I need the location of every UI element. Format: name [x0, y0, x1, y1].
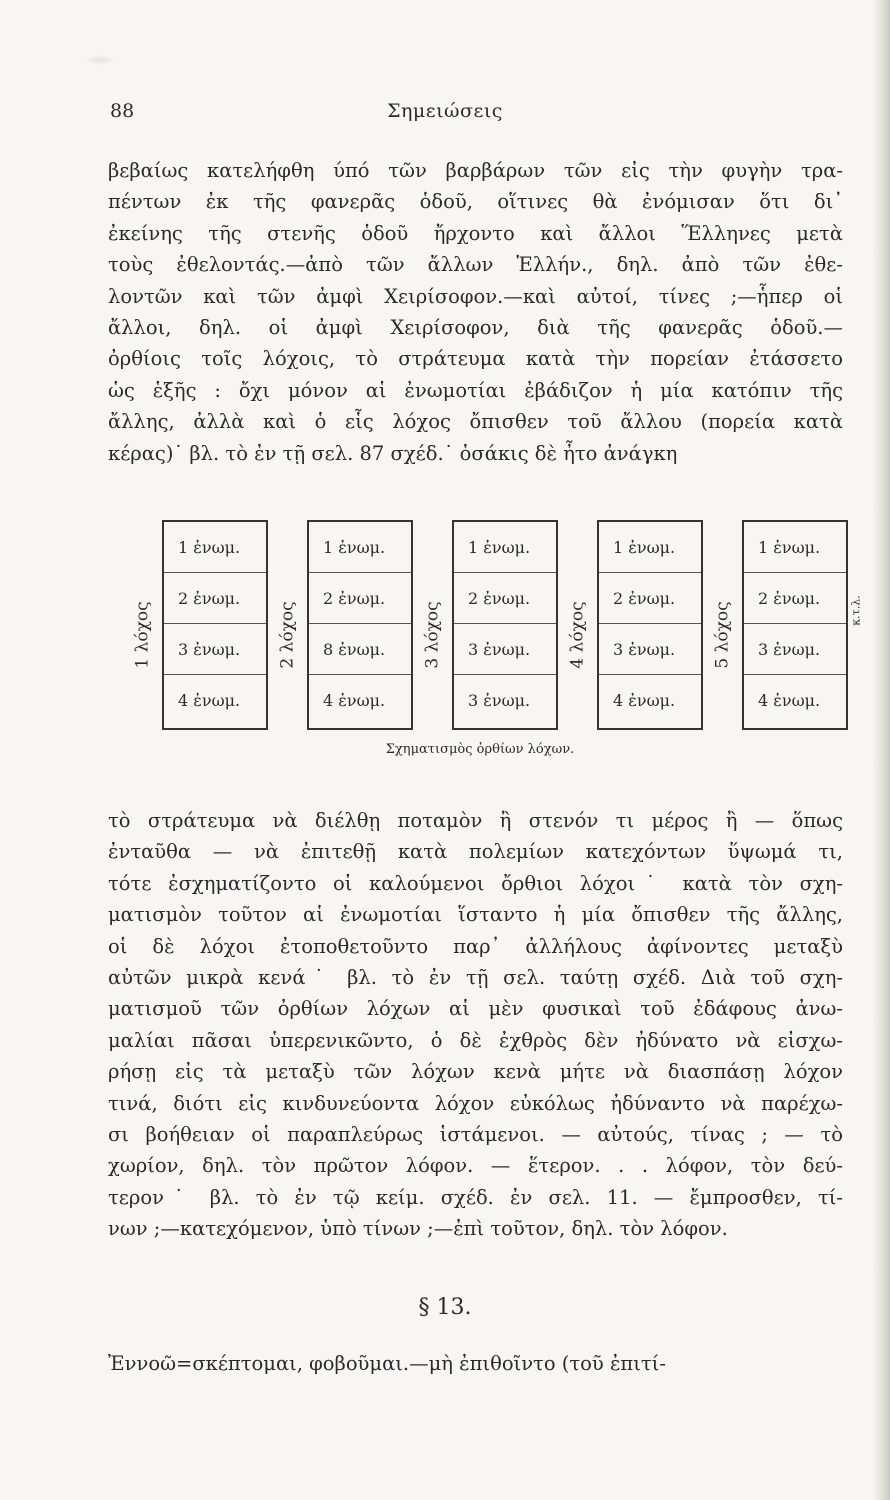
running-title: Σημειώσεις [387, 100, 503, 122]
lochos-box [742, 520, 848, 730]
paragraph-2 [108, 805, 843, 1244]
text-line: χωρίον, δηλ. τὸν πρῶτον λόφον. — ἕτερον. . . λόφον, τὸν δεύ- [108, 1154, 843, 1178]
text-line: ρήσῃ εἰς τὰ μεταξὺ τῶν λόχων κενὰ μήτε νὰ διασπάσῃ λόχον [108, 1060, 843, 1084]
enomotia-cell: 4 ἐνωμ. [613, 691, 676, 710]
enomotia-cell: 1 ἐνωμ. [164, 522, 266, 573]
page-edge [872, 0, 890, 1500]
text-line: αὐτῶν μικρὰ κενά˙ βλ. τὸ ἐν τῇ σελ. ταύτῃ σχέδ. Διὰ τοῦ σχη- [108, 965, 843, 989]
enomotia-cell: 3 ἐνωμ. [599, 624, 701, 675]
lochos-box [307, 520, 413, 730]
enomotia-cell: 2 ἐνωμ. [744, 573, 846, 624]
enomotia-cell: 4 ἐνωμ. [178, 691, 241, 710]
text-line: ματισμὸν τοῦτον αἱ ἐνωμοτίαι ἵσταντο ἡ μία ὄπισθεν τῆς ἄλλης, [108, 903, 843, 927]
enomotia-cell: 3 ἐνωμ. [468, 691, 531, 710]
text-line: ματισμοῦ τῶν ὀρθίων λόχων αἱ μὲν φυσικαὶ τοῦ ἐδάφους ἀνω- [108, 997, 843, 1021]
enomotia-cell: 8 ἐνωμ. [309, 624, 411, 675]
enomotia-cell: 1 ἐνωμ. [599, 522, 701, 573]
text-line: τερον˙ βλ. τὸ ἐν τῷ κείμ. σχέδ. ἐν σελ. 11. — ἔμπροσθεν, τί- [108, 1185, 843, 1209]
enomotia-cell: 2 ἐνωμ. [599, 573, 701, 624]
enomotia-cell: 4 ἐνωμ. [758, 691, 821, 710]
text-line: νων ;—κατεχόμενον, ὑπὸ τίνων ;—ἐπὶ τοῦτον, δηλ. τὸν λόφον. [108, 1217, 728, 1241]
paragraph-1 [108, 155, 843, 469]
enomotia-cell: 3 ἐνωμ. [164, 624, 266, 675]
text-line: τινά, διότι εἰς κινδυνεύοντα λόχον εὐκόλως ἠδύναντο νὰ παρέχω- [108, 1091, 843, 1115]
enomotia-cell: 4 ἐνωμ. [323, 691, 386, 710]
lochos-label [708, 560, 738, 710]
lochos-label-text: 5 λόχος [713, 601, 734, 669]
lochos-label [418, 560, 448, 710]
page-smudge [85, 55, 115, 65]
text-line: ἐνταῦθα — νὰ ἐπιτεθῇ κατὰ πολεμίων κατεχόντων ὕψωμά τι, [108, 840, 843, 864]
enomotia-cell: 2 ἐνωμ. [309, 573, 411, 624]
lochos-label-text: 2 λόχος [278, 601, 299, 669]
text-line: ἄλλης, ἀλλὰ καὶ ὁ εἷς λόχος ὄπισθεν τοῦ ἄλλου (πορεία κατὰ [108, 410, 843, 434]
lochos-box [162, 520, 268, 730]
text-line: οἱ δὲ λόχοι ἐτοποθετοῦντο παρ᾽ ἀλλήλους ἀφίνοντες μεταξὺ [108, 934, 843, 958]
text-line: ἐκείνης τῆς στενῆς ὁδοῦ ἤρχοντο καὶ ἄλλοι Ἕλληνες μετὰ [108, 221, 843, 245]
paragraph-3 [108, 1348, 843, 1379]
etc-label-text: κ.τ.λ. [849, 594, 863, 626]
enomotia-cell: 3 ἐνωμ. [744, 624, 846, 675]
text-line: μαλίαι πᾶσαι ὑπερενικῶντο, ὁ δὲ ἐχθρὸς δὲν ἠδύνατο νὰ εἰσχω- [108, 1028, 843, 1052]
enomotia-cell: 1 ἐνωμ. [309, 522, 411, 573]
text-line: τότε ἐσχηματίζοντο οἱ καλούμενοι ὄρθιοι λόχοι˙ κατὰ τὸν σχη- [108, 871, 843, 895]
enomotia-cell: 1 ἐνωμ. [454, 522, 556, 573]
lochos-label-text: 4 λόχος [568, 601, 589, 669]
text-line: τὸ στράτευμα νὰ διέλθῃ ποταμὸν ἢ στενόν τι μέρος ἢ — ὅπως [108, 809, 843, 832]
lochos-box [597, 520, 703, 730]
text-line: βεβαίως κατελήφθη ύπό τῶν βαρβάρων τῶν εἰς τὴν φυγὴν τρα- [108, 159, 843, 182]
text-line: τοὺς ἐθελοντάς.—ἀπὸ τῶν ἄλλων Ἑλλήν., δηλ. ἀπὸ τῶν ἐθε- [108, 253, 843, 277]
page-header [110, 100, 780, 130]
lochos-label [128, 560, 158, 710]
lochos-label-text: 3 λόχος [423, 601, 444, 669]
text-line: ὀρθίοις τοῖς λόχοις, τὸ στράτευμα κατὰ τὴν πορείαν ἐτάσσετο [108, 347, 843, 371]
text-line: ἄλλοι, δηλ. οἱ ἀμφὶ Χειρίσοφον, διὰ τῆς φανερᾶς ὁδοῦ.— [108, 315, 843, 339]
text-line: λοντῶν καὶ τῶν ἀμφὶ Χειρίσοφον.—καὶ αὐτοί, τίνες ;—ἧπερ οἱ [108, 284, 843, 308]
text-line: Ἐννοῶ=σκέπτομαι, φοβοῦμαι.—μὴ ἐπιθοῖντο (τοῦ ἐπιτί- [108, 1352, 666, 1375]
text-line: σι βοήθειαν οἱ παραπλεύρως ἱστάμενοι. — αὐτούς, τίνας ; — τὸ [108, 1122, 843, 1146]
text-line: πέντων ἐκ τῆς φανερᾶς ὁδοῦ, οἵτινες θὰ ἐνόμισαν ὅτι δι᾽ [108, 190, 843, 214]
enomotia-cell: 1 ἐνωμ. [744, 522, 846, 573]
text-line: κέρας)˙ βλ. τὸ ἐν τῇ σελ. 87 σχέδ.˙ ὁσάκις δὲ ἦτο ἀνάγκη [108, 441, 678, 465]
lochos-label [563, 560, 593, 710]
enomotia-cell: 2 ἐνωμ. [454, 573, 556, 624]
lochos-box [452, 520, 558, 730]
lochos-label [273, 560, 303, 710]
diagram-caption: Σχηματισμὸς ὀρθίων λόχων. [385, 742, 575, 757]
lochos-label-text: 1 λόχος [133, 601, 154, 669]
formation-diagram [130, 520, 863, 760]
text-line: ὡς ἑξῆς : ὄχι μόνον αἱ ἐνωμοτίαι ἐβάδιζον ἡ μία κατόπιν τῆς [108, 378, 843, 402]
enomotia-cell: 3 ἐνωμ. [454, 624, 556, 675]
page-number: 88 [110, 100, 135, 122]
enomotia-cell: 2 ἐνωμ. [164, 573, 266, 624]
section-heading: § 13. [418, 1295, 472, 1320]
etc-label [841, 580, 871, 640]
